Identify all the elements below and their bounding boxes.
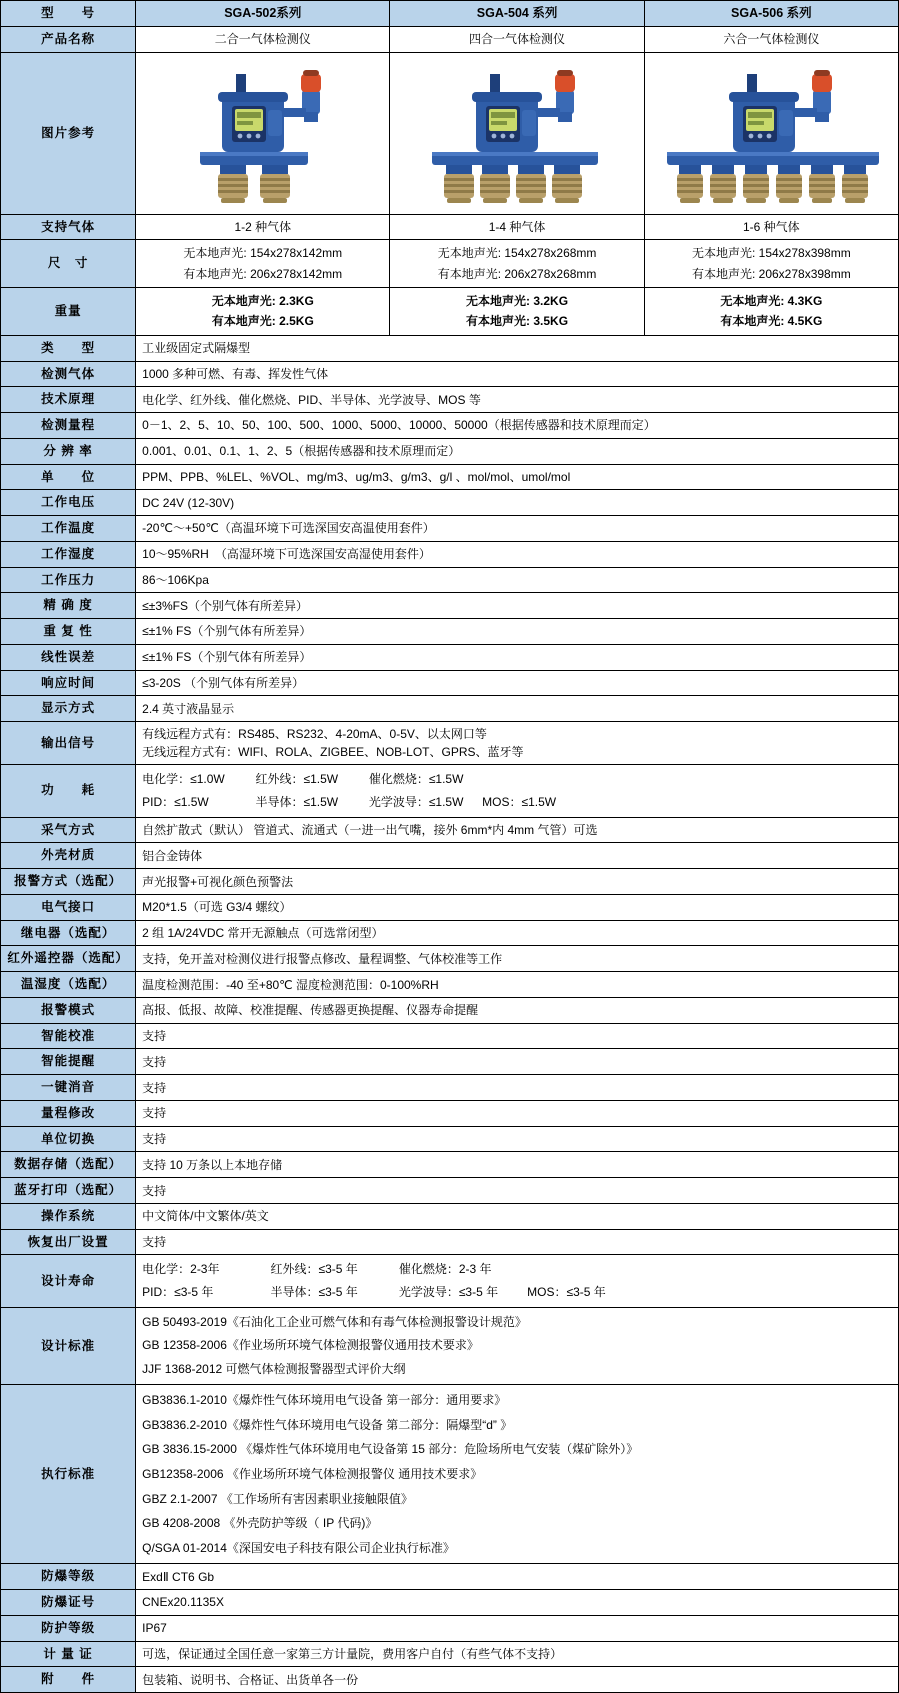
table-row-work-humidity <box>1 541 899 567</box>
size-502-line2: 有本地声光: 206x278x142mm <box>183 266 343 281</box>
size-506-line1: 无本地声光: 154x278x398mm <box>691 246 851 261</box>
power-catalytic: 催化燃烧：≤1.5W <box>368 772 464 787</box>
device-drawing-2port <box>158 56 368 206</box>
value-principle: 电化学、红外线、催化燃烧、PID、半导体、光学波导、MOS 等 <box>136 387 899 413</box>
row-label-detect-gas: 检测气体 <box>1 361 136 387</box>
value-range-modify: 支持 <box>136 1100 899 1126</box>
value-display: 2.4 英寸液晶显示 <box>136 696 899 722</box>
design-life-line1 <box>142 1258 892 1281</box>
value-voltage: DC 24V (12-30V) <box>136 490 899 516</box>
row-label-unit-switch: 单位切换 <box>1 1126 136 1152</box>
table-row-image-ref <box>1 52 899 214</box>
exec-standard-line1: GB3836.1-2010《爆炸性气体环境用电气设备 第一部分：通用要求》 <box>142 1393 507 1408</box>
row-label-alarm-mode-opt: 报警方式（选配） <box>1 869 136 895</box>
row-label-ex-cert: 防爆证号 <box>1 1590 136 1616</box>
size-504 <box>390 240 644 288</box>
power-optical: 光学波导：≤1.5W <box>368 794 464 809</box>
device-image-504 <box>390 52 644 214</box>
table-row-type <box>1 335 899 361</box>
value-bt-print-opt: 支持 <box>136 1178 899 1204</box>
table-row-repeatability <box>1 619 899 645</box>
row-label-response: 响应时间 <box>1 670 136 696</box>
table-row-temp-humi-opt <box>1 972 899 998</box>
row-label-data-storage-opt: 数据存储（选配） <box>1 1152 136 1178</box>
value-unit: PPM、PPB、%LEL、%VOL、mg/m3、ug/m3、g/m3、g/l 、mol/mol、umol/mol <box>136 464 899 490</box>
row-label-electrical-interface: 电气接口 <box>1 894 136 920</box>
weight-506-line2: 有本地声光: 4.5KG <box>720 314 823 329</box>
value-metrology-cert: 可选，保证通过全国任意一家第三方计量院，费用客户自付（有些气体不支持） <box>136 1641 899 1667</box>
table-row-os <box>1 1203 899 1229</box>
table-row-detect-gas <box>1 361 899 387</box>
power-mos: MOS：≤1.5W <box>482 794 557 809</box>
table-row-product-name <box>1 26 899 52</box>
value-repeatability: ≤±1% FS（个别气体有所差异） <box>136 619 899 645</box>
value-smart-calibration: 支持 <box>136 1023 899 1049</box>
row-label-metrology-cert: 计 量 证 <box>1 1641 136 1667</box>
size-504-line2: 有本地声光: 206x278x268mm <box>437 266 597 281</box>
table-row-output <box>1 722 899 765</box>
weight-506-line1: 无本地声光: 4.3KG <box>720 294 823 309</box>
table-row-ip-grade <box>1 1615 899 1641</box>
row-label-work-temp: 工作温度 <box>1 516 136 542</box>
exec-standard-line3: GB 3836.15-2000 《爆炸性气体环境用电气设备第 15 部分：危险场所电气安装（煤矿除外）》 <box>142 1442 639 1457</box>
row-label-bt-print-opt: 蓝牙打印（选配） <box>1 1178 136 1204</box>
value-detect-gas: 1000 多种可燃、有毒、挥发性气体 <box>136 361 899 387</box>
table-row-factory-reset <box>1 1229 899 1255</box>
row-label-principle: 技术原理 <box>1 387 136 413</box>
table-row-display <box>1 696 899 722</box>
value-housing: 铝合金铸体 <box>136 843 899 869</box>
table-row-size <box>1 240 899 288</box>
life-electrochemical: 电化学：2-3年 <box>142 1262 220 1277</box>
life-pid: PID：≤3-5 年 <box>142 1285 214 1300</box>
row-label-voltage: 工作电压 <box>1 490 136 516</box>
table-row-support-gas <box>1 214 899 240</box>
value-accuracy: ≤±3%FS（个别气体有所差异） <box>136 593 899 619</box>
table-row-smart-calibration <box>1 1023 899 1049</box>
table-row-resolution <box>1 438 899 464</box>
table-row-model <box>1 1 899 27</box>
weight-504-line2: 有本地声光: 3.5KG <box>466 314 569 329</box>
device-drawing-6port <box>651 56 896 206</box>
row-label-ip-grade: 防护等级 <box>1 1615 136 1641</box>
row-label-power: 功 耗 <box>1 765 136 818</box>
life-optical: 光学波导：≤3-5 年 <box>398 1285 499 1300</box>
row-label-design-standard: 设计标准 <box>1 1308 136 1385</box>
row-label-os: 操作系统 <box>1 1203 136 1229</box>
table-row-ex-cert <box>1 1590 899 1616</box>
row-label-model: 型 号 <box>1 1 136 27</box>
row-label-type: 类 型 <box>1 335 136 361</box>
weight-502 <box>136 288 390 336</box>
power-line1 <box>142 768 892 791</box>
size-506-line2: 有本地声光: 206x278x398mm <box>691 266 851 281</box>
table-row-unit-switch <box>1 1126 899 1152</box>
row-label-relay-opt: 继电器（选配） <box>1 920 136 946</box>
weight-506 <box>644 288 898 336</box>
value-alarm-mode-opt: 声光报警+可视化颜色预警法 <box>136 869 899 895</box>
size-502-line1: 无本地声光: 154x278x142mm <box>183 246 343 261</box>
value-factory-reset: 支持 <box>136 1229 899 1255</box>
table-row-work-temp <box>1 516 899 542</box>
value-design-life <box>136 1255 899 1308</box>
power-pid: PID：≤1.5W <box>142 794 209 809</box>
value-work-humidity: 10～95%RH （高湿环境下可选深国安高湿使用套件） <box>136 541 899 567</box>
power-line2 <box>142 791 892 814</box>
value-power <box>136 765 899 818</box>
size-502 <box>136 240 390 288</box>
table-row-bt-print-opt <box>1 1178 899 1204</box>
row-label-output: 输出信号 <box>1 722 136 765</box>
row-label-unit: 单 位 <box>1 464 136 490</box>
table-row-electrical-interface <box>1 894 899 920</box>
value-resolution: 0.001、0.01、0.1、1、2、5（根据传感器和技术原理而定） <box>136 438 899 464</box>
table-row-principle <box>1 387 899 413</box>
row-label-support-gas: 支持气体 <box>1 214 136 240</box>
model-506: SGA-506 系列 <box>644 1 898 27</box>
table-row-design-life <box>1 1255 899 1308</box>
support-gas-502: 1-2 种气体 <box>136 214 390 240</box>
value-sampling: 自然扩散式（默认） 管道式、流通式（一进一出气嘴，接外 6mm*内 4mm 气管）可选 <box>136 817 899 843</box>
power-semiconductor: 半导体：≤1.5W <box>255 794 339 809</box>
row-label-work-pressure: 工作压力 <box>1 567 136 593</box>
table-row-power <box>1 765 899 818</box>
device-drawing-4port <box>402 56 632 206</box>
table-row-response <box>1 670 899 696</box>
value-unit-switch: 支持 <box>136 1126 899 1152</box>
table-row-ir-remote-opt <box>1 946 899 972</box>
model-504: SGA-504 系列 <box>390 1 644 27</box>
table-row-alarm-mode-opt <box>1 869 899 895</box>
row-label-accuracy: 精 确 度 <box>1 593 136 619</box>
table-row-housing <box>1 843 899 869</box>
table-row-metrology-cert <box>1 1641 899 1667</box>
row-label-repeatability: 重 复 性 <box>1 619 136 645</box>
value-ex-grade: ExdⅡ CT6 Gb <box>136 1564 899 1590</box>
output-line1: 有线远程方式有：RS485、RS232、4-20mA、0-5V、以太网口等 <box>142 727 487 742</box>
table-row-relay-opt <box>1 920 899 946</box>
power-electrochemical: 电化学：≤1.0W <box>142 772 225 787</box>
row-label-weight: 重量 <box>1 288 136 336</box>
row-label-temp-humi-opt: 温湿度（选配） <box>1 972 136 998</box>
life-mos: MOS：≤3-5 年 <box>527 1285 606 1300</box>
design-life-line2 <box>142 1281 892 1304</box>
weight-502-line1: 无本地声光: 2.3KG <box>211 294 314 309</box>
row-label-range-modify: 量程修改 <box>1 1100 136 1126</box>
support-gas-504: 1-4 种气体 <box>390 214 644 240</box>
row-label-alarm-modes: 报警模式 <box>1 997 136 1023</box>
row-label-factory-reset: 恢复出厂设置 <box>1 1229 136 1255</box>
row-label-linearity: 线性误差 <box>1 644 136 670</box>
table-row-alarm-modes <box>1 997 899 1023</box>
design-standard-line3: JJF 1368-2012 可燃气体检测报警器型式评价大纲 <box>142 1361 406 1376</box>
value-data-storage-opt: 支持 10 万条以上本地存储 <box>136 1152 899 1178</box>
value-output <box>136 722 899 765</box>
row-label-resolution: 分 辨 率 <box>1 438 136 464</box>
table-row-linearity <box>1 644 899 670</box>
table-row-exec-standard <box>1 1385 899 1564</box>
table-row-sampling <box>1 817 899 843</box>
table-row-one-key-mute <box>1 1075 899 1101</box>
exec-standard-line4: GB12358-2006 《作业场所环境气体检测报警仪 通用技术要求》 <box>142 1466 483 1481</box>
design-standard-line2: GB 12358-2006《作业场所环境气体检测报警仪通用技术要求》 <box>142 1338 479 1353</box>
row-label-display: 显示方式 <box>1 696 136 722</box>
value-os: 中文简体/中文繁体/英文 <box>136 1203 899 1229</box>
table-row-weight <box>1 288 899 336</box>
weight-502-line2: 有本地声光: 2.5KG <box>211 314 314 329</box>
row-label-image-ref: 图片参考 <box>1 52 136 214</box>
value-work-pressure: 86～106Kpa <box>136 567 899 593</box>
product-name-504: 四合一气体检测仪 <box>390 26 644 52</box>
row-label-housing: 外壳材质 <box>1 843 136 869</box>
row-label-ir-remote-opt: 红外遥控器（选配） <box>1 946 136 972</box>
weight-504-line1: 无本地声光: 3.2KG <box>466 294 569 309</box>
table-row-smart-reminder <box>1 1049 899 1075</box>
life-infrared: 红外线：≤3-5 年 <box>270 1262 358 1277</box>
table-row-range <box>1 413 899 439</box>
table-row-ex-grade <box>1 1564 899 1590</box>
value-exec-standard <box>136 1385 899 1564</box>
value-electrical-interface: M20*1.5（可选 G3/4 螺纹） <box>136 894 899 920</box>
exec-standard-line5: GBZ 2.1-2007 《工作场所有害因素职业接触限值》 <box>142 1491 413 1506</box>
value-response: ≤3-20S （个别气体有所差异） <box>136 670 899 696</box>
row-label-smart-reminder: 智能提醒 <box>1 1049 136 1075</box>
value-ir-remote-opt: 支持，免开盖对检测仪进行报警点修改、量程调整、气体校准等工作 <box>136 946 899 972</box>
exec-standard-line2: GB3836.2-2010《爆炸性气体环境用电气设备 第二部分：隔爆型“d” 》 <box>142 1417 513 1432</box>
row-label-size: 尺 寸 <box>1 240 136 288</box>
value-ip-grade: IP67 <box>136 1615 899 1641</box>
row-label-product-name: 产品名称 <box>1 26 136 52</box>
table-row-voltage <box>1 490 899 516</box>
table-row-accuracy <box>1 593 899 619</box>
value-temp-humi-opt: 温度检测范围：-40 至+80℃ 湿度检测范围：0-100%RH <box>136 972 899 998</box>
value-type: 工业级固定式隔爆型 <box>136 335 899 361</box>
output-line2: 无线远程方式有：WIFI、ROLA、ZIGBEE、NOB-LOT、GPRS、蓝牙等 <box>142 745 524 760</box>
exec-standard-line7: Q/SGA 01-2014《深国安电子科技有限公司企业执行标准》 <box>142 1540 455 1555</box>
value-accessories: 包装箱、说明书、合格证、出货单各一份 <box>136 1667 899 1693</box>
row-label-sampling: 采气方式 <box>1 817 136 843</box>
device-image-502 <box>136 52 390 214</box>
size-504-line1: 无本地声光: 154x278x268mm <box>437 246 597 261</box>
size-506 <box>644 240 898 288</box>
row-label-design-life: 设计寿命 <box>1 1255 136 1308</box>
table-row-work-pressure <box>1 567 899 593</box>
value-smart-reminder: 支持 <box>136 1049 899 1075</box>
life-semiconductor: 半导体：≤3-5 年 <box>270 1285 358 1300</box>
table-row-range-modify <box>1 1100 899 1126</box>
life-catalytic: 催化燃烧：2-3 年 <box>398 1262 492 1277</box>
support-gas-506: 1-6 种气体 <box>644 214 898 240</box>
row-label-one-key-mute: 一键消音 <box>1 1075 136 1101</box>
value-work-temp: -20℃～+50℃（高温环境下可选深国安高温使用套件） <box>136 516 899 542</box>
table-row-design-standard <box>1 1308 899 1385</box>
value-range: 0－1、2、5、10、50、100、500、1000、5000、10000、50000（根据传感器和技术原理而定） <box>136 413 899 439</box>
product-name-506: 六合一气体检测仪 <box>644 26 898 52</box>
value-linearity: ≤±1% FS（个别气体有所差异） <box>136 644 899 670</box>
exec-standard-line6: GB 4208-2008 《外壳防护等级（ IP 代码)》 <box>142 1516 378 1531</box>
design-standard-line1: GB 50493-2019《石油化工企业可燃气体和有毒气体检测报警设计规范》 <box>142 1315 527 1329</box>
product-name-502: 二合一气体检测仪 <box>136 26 390 52</box>
value-one-key-mute: 支持 <box>136 1075 899 1101</box>
row-label-ex-grade: 防爆等级 <box>1 1564 136 1590</box>
model-502: SGA-502系列 <box>136 1 390 27</box>
value-relay-opt: 2 组 1A/24VDC 常开无源触点（可选常闭型） <box>136 920 899 946</box>
device-image-506 <box>644 52 898 214</box>
row-label-work-humidity: 工作湿度 <box>1 541 136 567</box>
value-ex-cert: CNEx20.1135X <box>136 1590 899 1616</box>
power-infrared: 红外线：≤1.5W <box>255 772 339 787</box>
weight-504 <box>390 288 644 336</box>
table-row-accessories <box>1 1667 899 1693</box>
row-label-accessories: 附 件 <box>1 1667 136 1693</box>
row-label-range: 检测量程 <box>1 413 136 439</box>
row-label-smart-calibration: 智能校准 <box>1 1023 136 1049</box>
table-row-unit <box>1 464 899 490</box>
value-design-standard <box>136 1308 899 1385</box>
table-row-data-storage-opt <box>1 1152 899 1178</box>
value-alarm-modes: 高报、低报、故障、校准提醒、传感器更换提醒、仪器寿命提醒 <box>136 997 899 1023</box>
row-label-exec-standard: 执行标准 <box>1 1385 136 1564</box>
